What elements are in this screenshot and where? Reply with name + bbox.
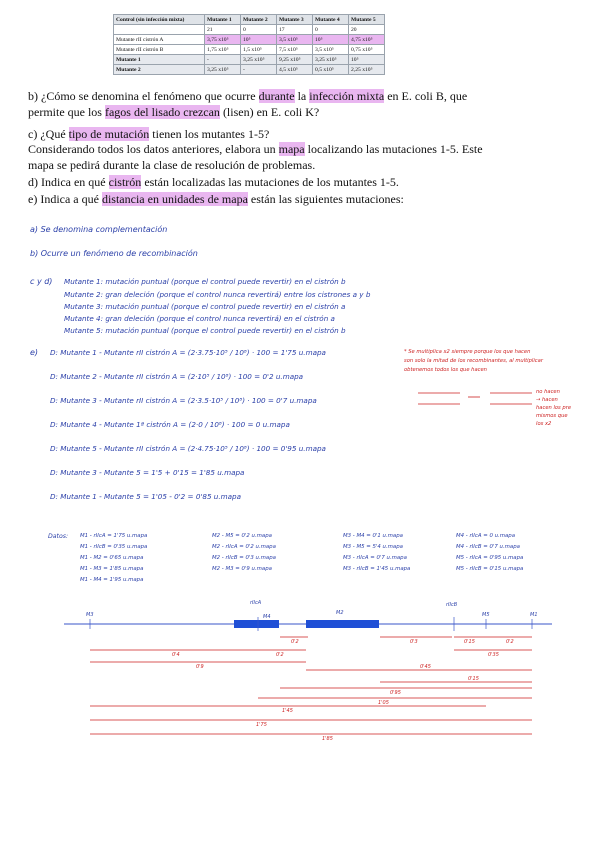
distance-item: M3 - M5 = 5'4 u.mapa — [343, 544, 403, 550]
table-cell: 2,25 x10⁵ — [349, 65, 385, 75]
data-label: Datos: — [48, 533, 69, 540]
segment-label: 0'95 — [390, 690, 401, 696]
question-text: en E. coli B, que — [384, 89, 468, 103]
segment-label: 0'4 — [172, 652, 180, 658]
segment-label: 1'85 — [322, 736, 333, 742]
table-header-cell: Control (sin infección mixta) — [114, 15, 205, 25]
table-cell: - — [205, 55, 241, 65]
table-row-label: Mutante rII cistrón B — [114, 45, 205, 55]
answer-b: b) Ocurre un fenómeno de recombinación — [30, 249, 198, 258]
table-row-label: Mutante 1 — [114, 55, 205, 65]
note-line: mismos que — [536, 413, 568, 419]
distance-item: M2 - M3 = 0'9 u.mapa — [212, 566, 272, 572]
segment-label: 1'05 — [378, 700, 389, 706]
segment-label: 0'45 — [420, 664, 431, 670]
map-marker-label: M2 — [336, 610, 344, 616]
highlight: durante — [258, 89, 295, 103]
table-header-cell: Mutante 2 — [241, 15, 277, 25]
answer-e-label: e) — [30, 348, 39, 357]
distance-item: M3 - rIIcA = 0'7 u.mapa — [343, 555, 407, 561]
question-text: b) ¿Cómo se denomina el fenómeno que ocurre — [28, 89, 259, 103]
answer-cd-line: Mutante 2: gran deleción (porque el control nunca revertirá) entre los cistrones a y b — [64, 290, 371, 299]
distance-item: M2 - rIIcA = 0'2 u.mapa — [212, 544, 276, 550]
segment-label: 1'75 — [256, 722, 267, 728]
table-cell: 0 — [241, 25, 277, 35]
distance-item: M1 - rIIcB = 0'35 u.mapa — [80, 544, 148, 550]
answer-e-line: D: Mutante 1 - Mutante 5 = 1'05 - 0'2 = 0'85 u.mapa — [50, 492, 242, 501]
table-header-cell: Mutante 3 — [277, 15, 313, 25]
table-cell: 10⁵ — [313, 35, 349, 45]
question-text: c) ¿Qué — [28, 127, 69, 141]
table-cell: 1,75 x10⁵ — [205, 45, 241, 55]
note-line: no hacen — [536, 389, 560, 395]
distance-item: M3 - rIIcB = 1'45 u.mapa — [343, 566, 411, 572]
highlight: infección mixta — [309, 89, 385, 103]
table-cell: 4,5 x10⁵ — [277, 65, 313, 75]
map-marker-label: M3 — [86, 612, 94, 618]
table-row-label: Mutante 2 — [114, 65, 205, 75]
note-line: son solo la mitad de los recombinantes, al multiplicar — [404, 358, 543, 364]
table-cell: 10⁵ — [241, 35, 277, 45]
cistron-a-bar — [234, 620, 279, 628]
segment-labels — [172, 639, 514, 742]
distance-segments — [90, 637, 532, 734]
table-cell: 9,25 x10⁵ — [277, 55, 313, 65]
question-text: están las siguientes mutaciones: — [247, 192, 404, 206]
table-cell: 21 — [205, 25, 241, 35]
note-line: los x2 — [536, 421, 552, 427]
question-text: la — [294, 89, 310, 103]
table-cell: 3,5 x10⁵ — [277, 35, 313, 45]
question-text: localizando las mutaciones 1-5. Este — [304, 142, 483, 156]
distance-item: M1 - M3 = 1'85 u.mapa — [80, 566, 144, 572]
map-marker-label: rIIcA — [250, 600, 262, 606]
distance-item: M1 - M4 = 1'95 u.mapa — [80, 577, 144, 583]
answer-cd-line: Mutante 5: mutación puntual (porque el control puede revertir) en el cistrón b — [64, 326, 346, 335]
note-line: → hacen — [536, 397, 558, 403]
segment-label: 0'2 — [506, 639, 514, 645]
table-cell: 0,5 x10⁵ — [313, 65, 349, 75]
table-cell: 1,5 x10⁵ — [241, 45, 277, 55]
table-cell: 0,75 x10⁵ — [349, 45, 385, 55]
table-cell: 7,5 x10⁵ — [277, 45, 313, 55]
question-text: Considerando todos los datos anteriores, elabora un — [28, 142, 279, 156]
segment-label: 0'3 — [410, 639, 418, 645]
distance-item: M5 - rIIcA = 0'95 u.mapa — [456, 555, 524, 561]
segment-label: 0'9 — [196, 664, 204, 670]
distance-item: M4 - rIIcA = 0 u.mapa — [456, 533, 515, 539]
table-cell: 3,5 x10⁵ — [313, 45, 349, 55]
table-cell: 20 — [349, 25, 385, 35]
question-text: permite que los — [28, 105, 105, 119]
map-marker-label: M4 — [263, 614, 271, 620]
question-text: (lisen) en E. coli K? — [219, 105, 320, 119]
note-line: obtenemos todos los que hacen — [404, 367, 487, 373]
distance-item: M5 - rIIcB = 0'15 u.mapa — [456, 566, 524, 572]
table-cell: 3,25 x10⁵ — [241, 55, 277, 65]
table-cell: 0 — [313, 25, 349, 35]
answer-cd-line: Mutante 3: mutación puntual (porque el control puede revertir) en el cistrón a — [64, 302, 346, 311]
answer-e-line: D: Mutante 1 - Mutante rII cistrón A = (2·3.75·10⁵ / 10⁸) · 100 = 1'75 u.mapa — [50, 348, 326, 357]
highlight: fagos del lisado crezcan — [104, 105, 220, 119]
highlight: mapa — [278, 142, 305, 156]
answer-e-line: D: Mutante 5 - Mutante rII cistrón A = (2·4.75·10⁵ / 10⁸) · 100 = 0'95 u.mapa — [50, 444, 326, 453]
table-header-cell: Mutante 4 — [313, 15, 349, 25]
distance-item: M1 - rIIcA = 1'75 u.mapa — [80, 533, 148, 539]
map-marker-label: M1 — [530, 612, 538, 618]
segment-label: 0'15 — [468, 676, 479, 682]
map-marker-label: M5 — [482, 612, 490, 618]
distance-item: M4 - rIIcB = 0'7 u.mapa — [456, 544, 520, 550]
table-header-cell: Mutante 5 — [349, 15, 385, 25]
highlight: distancia en unidades de mapa — [101, 192, 248, 206]
note-line: * Se multiplica x2 siempre porque los que hacen — [404, 349, 531, 355]
question-text: d) Indica en qué — [28, 175, 109, 189]
answer-e-line: D: Mutante 2 - Mutante rII cistrón A = (2·10⁵ / 10⁸) · 100 = 0'2 u.mapa — [50, 372, 304, 381]
map-marker-label: rIIcB — [446, 602, 458, 608]
distance-item: M3 - M4 = 0'1 u.mapa — [343, 533, 403, 539]
answer-e-line: D: Mutante 4 - Mutante 1ª cistrón A = (2·0 / 10⁸) · 100 = 0 u.mapa — [50, 420, 290, 429]
segment-label: 0'2 — [291, 639, 299, 645]
table-cell: 3,25 x10⁵ — [313, 55, 349, 65]
question-text: mapa se pedirá durante la clase de resolución de problemas. — [28, 158, 316, 172]
highlight: cistrón — [108, 175, 142, 189]
segment-label: 1'45 — [282, 708, 293, 714]
cistron-b-bar — [306, 620, 379, 628]
table-row-label: Mutante rII cistrón A — [114, 35, 205, 45]
answer-e-line: D: Mutante 3 - Mutante 5 = 1'5 + 0'15 = 1'85 u.mapa — [50, 468, 245, 477]
highlight: tipo de mutación — [68, 127, 150, 141]
answer-cd-line: Mutante 4: gran deleción (porque el control nunca revertirá) en el cistrón a — [64, 314, 335, 323]
table-cell: 3,75 x10⁵ — [205, 35, 241, 45]
table-cell: 10⁵ — [349, 55, 385, 65]
table-cell: 3,25 x10⁵ — [205, 65, 241, 75]
segment-label: 0'35 — [488, 652, 499, 658]
distance-item: M2 - M5 = 0'2 u.mapa — [212, 533, 272, 539]
segment-label: 0'15 — [464, 639, 475, 645]
table-cell: - — [241, 65, 277, 75]
question-text: están localizadas las mutaciones de los mutantes 1-5. — [141, 175, 399, 189]
table-cell: 17 — [277, 25, 313, 35]
answer-cd-line: Mutante 1: mutación puntual (porque el control puede revertir) en el cistrón b — [64, 277, 346, 286]
distance-item: M2 - rIIcB = 0'3 u.mapa — [212, 555, 276, 561]
segment-label: 0'2 — [276, 652, 284, 658]
answer-a: a) Se denomina complementación — [30, 225, 168, 234]
distance-item: M1 - M2 = 0'65 u.mapa — [80, 555, 144, 561]
table-header-cell: Mutante 1 — [205, 15, 241, 25]
question-text: tienen los mutantes 1-5? — [149, 127, 270, 141]
note-line: hacen los pre — [536, 405, 572, 411]
answer-e-line: D: Mutante 3 - Mutante rII cistrón A = (2·3.5·10⁵ / 10⁸) · 100 = 0'7 u.mapa — [50, 396, 317, 405]
question-text: e) Indica a qué — [28, 192, 102, 206]
table-cell: 4,75 x10⁵ — [349, 35, 385, 45]
answer-cd-label: c y d) — [30, 277, 53, 286]
